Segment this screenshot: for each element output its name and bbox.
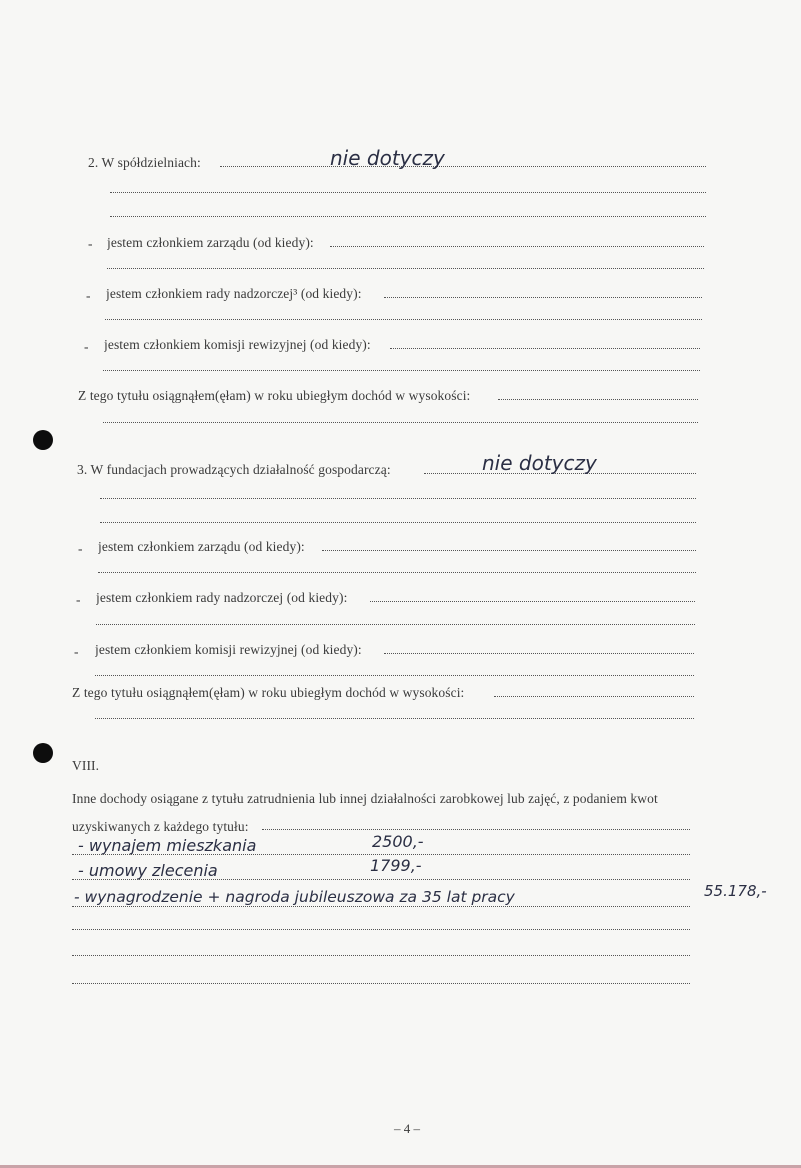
section2-item-supervisory-line <box>384 297 702 298</box>
section8-text-1: Inne dochody osiągane z tytułu zatrudnienia lub innej działalności zarobkowej lub zajęć, z podaniem kwot <box>72 791 658 806</box>
section2-line-3 <box>110 216 706 217</box>
section3-item-board-line-2 <box>98 572 696 573</box>
section8-line-2 <box>72 854 690 855</box>
section2-item-supervisory: jestem członkiem rady nadzorczej³ (od kiedy): <box>106 286 362 301</box>
section2-answer-line <box>220 166 706 167</box>
section3-item-audit-line-2 <box>95 675 694 676</box>
section8-heading: VIII. <box>72 758 100 773</box>
section2-line-2 <box>110 192 706 193</box>
section2-income-line-2 <box>103 422 698 423</box>
section2-heading: 2. W spółdzielniach: <box>88 155 201 170</box>
section3-line-3 <box>100 522 696 523</box>
section2-item-board-line-2 <box>107 268 704 269</box>
section2-income-line <box>498 399 698 400</box>
section2-item-board-line <box>330 246 704 247</box>
section2-item-audit: jestem członkiem komisji rewizyjnej (od kiedy): <box>104 337 371 352</box>
section3-item-supervisory-line-2 <box>96 624 695 625</box>
section3-income-line-2 <box>95 718 694 719</box>
section2-bullet-1: - <box>88 236 93 251</box>
section3-item-board: jestem członkiem zarządu (od kiedy): <box>98 539 305 554</box>
section8-line-7 <box>72 983 690 984</box>
section3-bullet-3: - <box>74 644 79 659</box>
section3-item-supervisory: jestem członkiem rady nadzorczej (od kiedy): <box>96 590 348 605</box>
punch-hole-bottom <box>33 743 53 763</box>
section2-item-audit-line-2 <box>103 370 700 371</box>
income-entry-contracts: - umowy zlecenia <box>78 861 218 880</box>
income-amount-rent: 2500,- <box>372 832 424 851</box>
section8-line-5 <box>72 929 690 930</box>
punch-hole-top <box>33 430 53 450</box>
section8-line-4 <box>72 906 690 907</box>
section2-bullet-2: - <box>86 288 91 303</box>
section8-line-1 <box>262 829 690 830</box>
section3-answer: nie dotyczy <box>482 451 597 475</box>
section2-item-board: jestem członkiem zarządu (od kiedy): <box>107 235 314 250</box>
section3-item-audit: jestem członkiem komisji rewizyjnej (od kiedy): <box>95 642 362 657</box>
section2-answer: nie dotyczy <box>330 146 445 170</box>
section8-line-6 <box>72 955 690 956</box>
section3-income: Z tego tytułu osiągnąłem(ęłam) w roku ubiegłym dochód w wysokości: <box>72 685 465 700</box>
income-amount-salary: 55.178,- <box>704 882 767 900</box>
section3-income-line <box>494 696 694 697</box>
section3-heading: 3. W fundacjach prowadzących działalność gospodarczą: <box>77 462 391 477</box>
page-number: – 4 – <box>394 1121 420 1136</box>
section3-item-supervisory-line <box>370 601 695 602</box>
section2-item-supervisory-line-2 <box>105 319 702 320</box>
section8-text-2: uzyskiwanych z każdego tytułu: <box>72 819 249 834</box>
section3-bullet-1: - <box>78 541 83 556</box>
section3-line-2 <box>100 498 696 499</box>
section2-item-audit-line <box>390 348 700 349</box>
section2-bullet-3: - <box>84 339 89 354</box>
section8-line-3 <box>72 879 690 880</box>
section2-income: Z tego tytułu osiągnąłem(ęłam) w roku ubiegłym dochód w wysokości: <box>78 388 471 403</box>
section3-item-board-line <box>322 550 696 551</box>
income-entry-salary: - wynagrodzenie + nagroda jubileuszowa za 35 lat pracy <box>74 888 515 906</box>
income-amount-contracts: 1799,- <box>370 856 422 875</box>
section3-bullet-2: - <box>76 592 81 607</box>
income-entry-rent: - wynajem mieszkania <box>78 836 257 855</box>
section3-item-audit-line <box>384 653 694 654</box>
